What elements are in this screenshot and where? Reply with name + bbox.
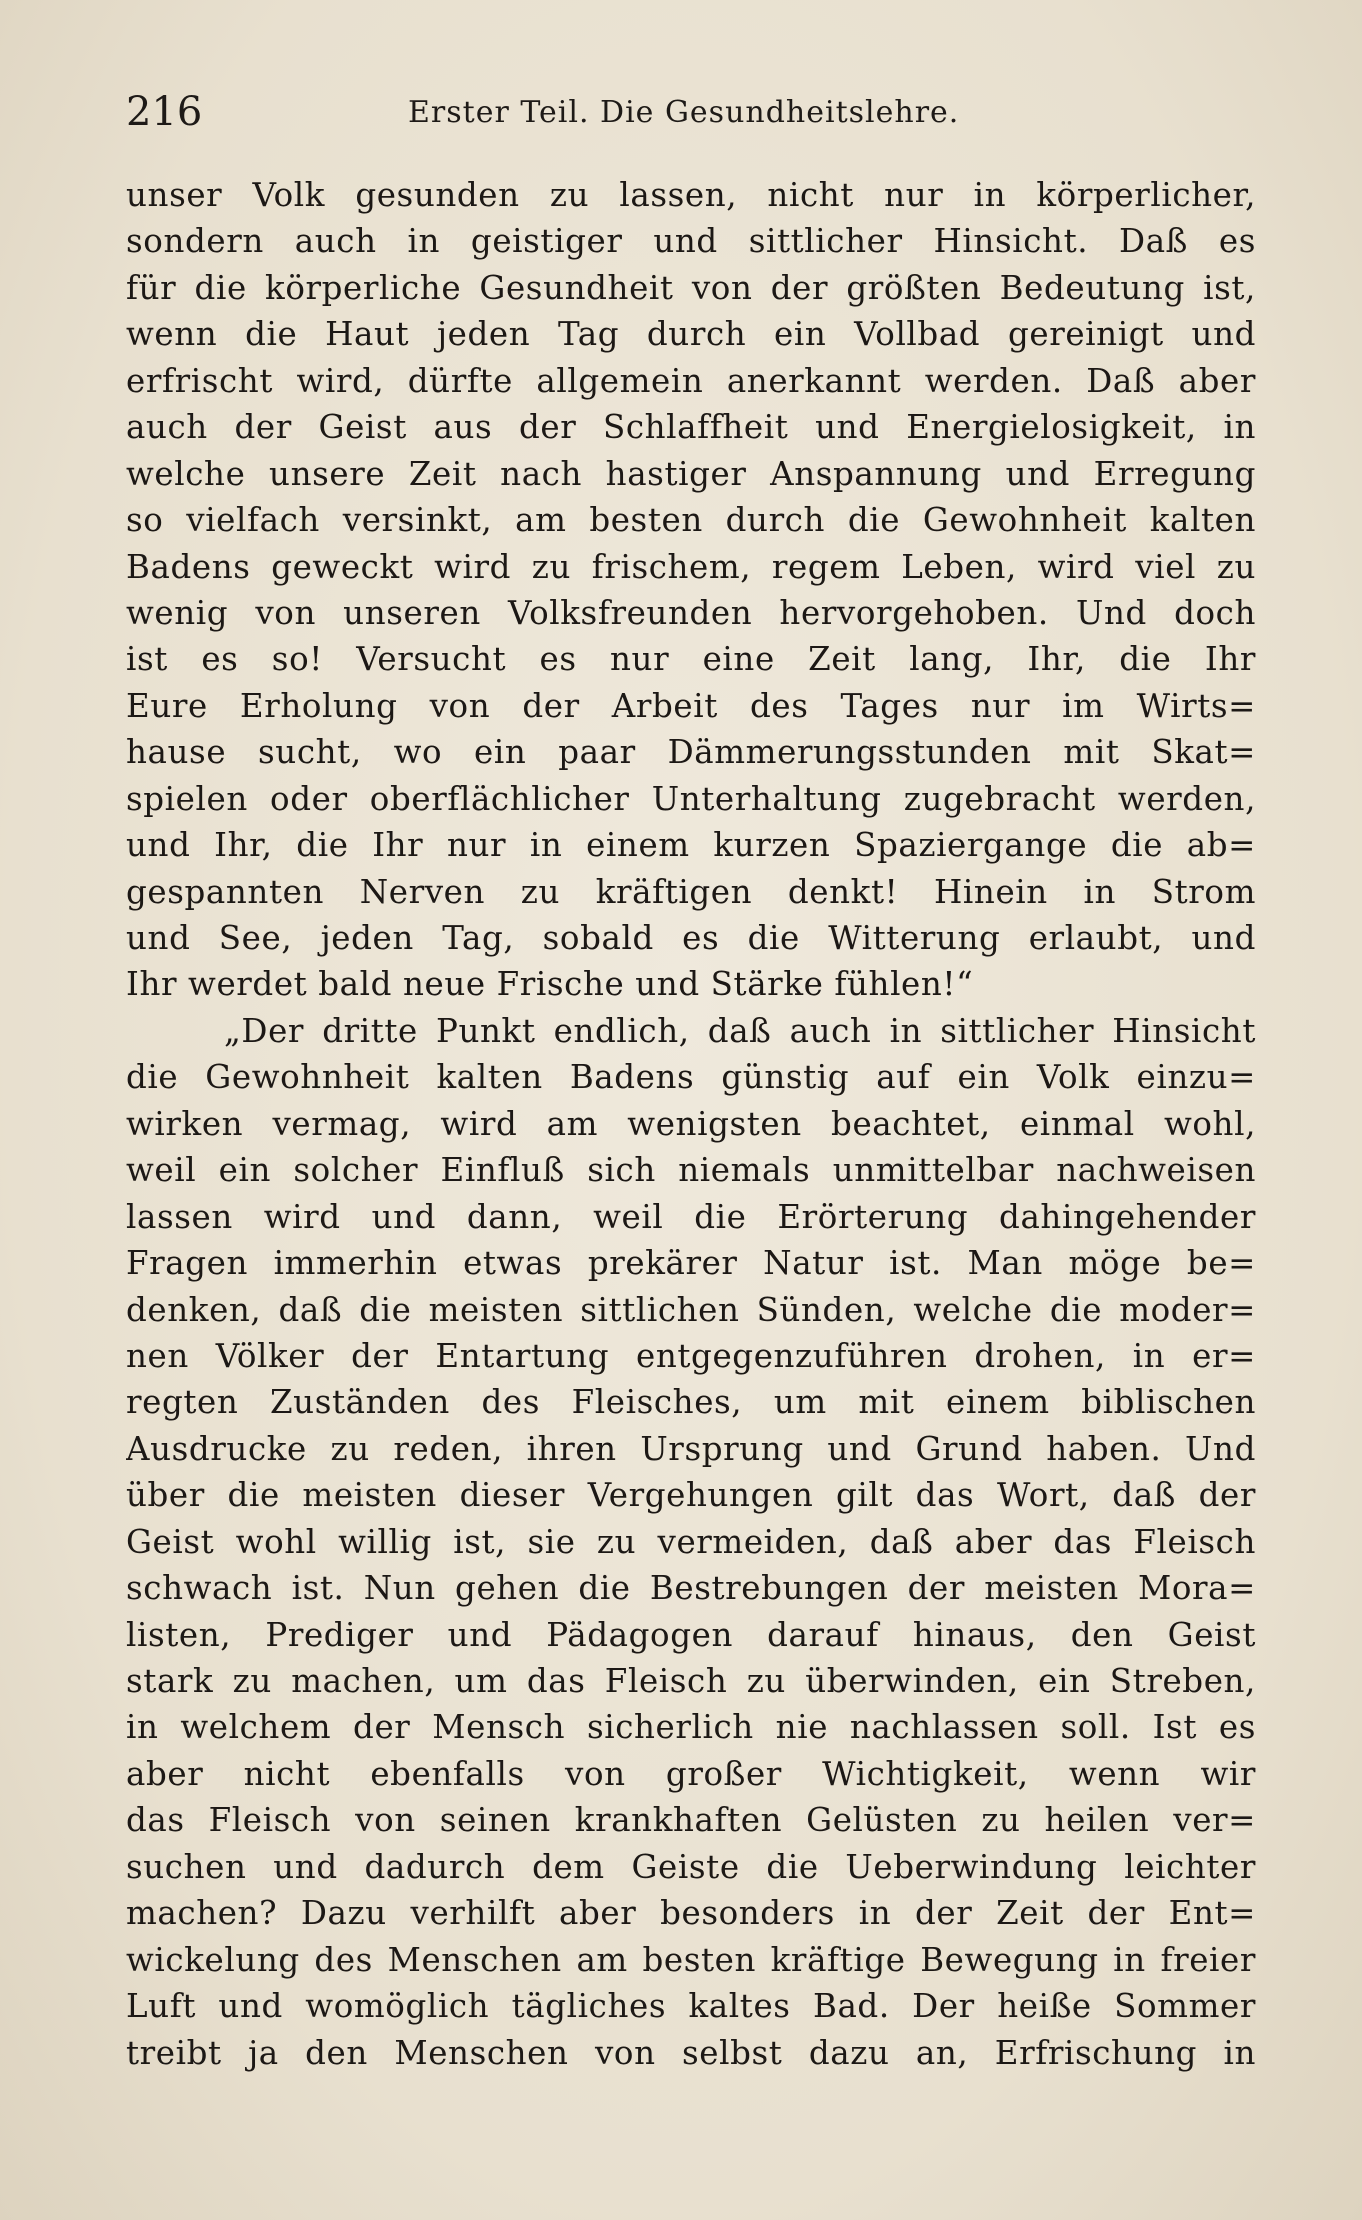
- text-line: so vielfach versinkt, am besten durch die Gewohnheit kalten: [126, 501, 1256, 540]
- text-line: spielen oder oberflächlicher Unterhaltung zugebracht werden,: [126, 779, 1256, 818]
- text-line: treibt ja den Menschen von selbst dazu an, Erfrischung in: [126, 2033, 1256, 2072]
- text-line: und See, jeden Tag, sobald es die Witterung erlaubt, und: [126, 919, 1256, 957]
- text-line: weil ein solcher Einfluß sich niemals unmittelbar nachweisen: [126, 1151, 1256, 1190]
- text-line: auch der Geist aus der Schlaffheit und Energielosigkeit, in: [126, 408, 1256, 447]
- text-line: suchen und dadurch dem Geiste die Ueberwindung leichter: [126, 1847, 1256, 1886]
- text-line: nen Völker der Entartung entgegenzuführen drohen, in er=: [126, 1336, 1256, 1375]
- text-line: die Gewohnheit kalten Badens günstig auf ein Volk einzu=: [126, 1058, 1256, 1097]
- text-line: wirken vermag, wird am wenigsten beachtet, einmal wohl,: [126, 1104, 1256, 1143]
- text-line: denken, daß die meisten sittlichen Sünden, welche die moder=: [126, 1290, 1256, 1329]
- text-line: Geist wohl willig ist, sie zu vermeiden, daß aber das Fleisch: [126, 1522, 1256, 1561]
- text-line: erfrischt wird, dürfte allgemein anerkannt werden. Daß aber: [126, 361, 1256, 400]
- text-line: in welchem der Mensch sicherlich nie nachlassen soll. Ist es: [126, 1708, 1256, 1747]
- text-line: Badens geweckt wird zu frischem, regem Leben, wird viel zu: [126, 547, 1256, 586]
- body-text: [126, 172, 1256, 2076]
- text-line: Ihr werdet bald neue Frische und Stärke fühlen!“: [126, 965, 974, 1004]
- text-line: ist es so! Versucht es nur eine Zeit lang, Ihr, die Ihr: [126, 640, 1256, 679]
- text-line: sondern auch in geistiger und sittlicher Hinsicht. Daß es: [126, 222, 1256, 261]
- text-line: listen, Prediger und Pädagogen darauf hinaus, den Geist: [126, 1615, 1256, 1654]
- text-line: „Der dritte Punkt endlich, daß auch in sittlicher Hinsicht: [224, 1011, 1256, 1050]
- text-line: regten Zuständen des Fleisches, um mit einem biblischen: [126, 1383, 1256, 1422]
- text-line: über die meisten dieser Vergehungen gilt das Wort, daß der: [126, 1476, 1256, 1515]
- text-line: lassen wird und dann, weil die Erörterung dahingehender: [126, 1197, 1256, 1236]
- text-line: unser Volk gesunden zu lassen, nicht nur in körperlicher,: [126, 176, 1256, 214]
- text-line: gespannten Nerven zu kräftigen denkt! Hinein in Strom: [126, 872, 1256, 911]
- page-header: [126, 84, 1256, 144]
- text-line: wickelung des Menschen am besten kräftige Bewegung in freier: [126, 1940, 1256, 1979]
- text-line: wenig von unseren Volksfreunden hervorgehoben. Und doch: [126, 593, 1256, 632]
- text-line: und Ihr, die Ihr nur in einem kurzen Spaziergange die ab=: [126, 826, 1256, 865]
- running-head: Erster Teil. Die Gesundheitslehre.: [408, 95, 960, 130]
- text-line: Ausdrucke zu reden, ihren Ursprung und Grund haben. Und: [126, 1429, 1256, 1468]
- text-line: für die körperliche Gesundheit von der größten Bedeutung ist,: [126, 268, 1256, 307]
- text-line: machen? Dazu verhilft aber besonders in der Zeit der Ent=: [126, 1894, 1256, 1933]
- text-line: welche unsere Zeit nach hastiger Anspannung und Erregung: [126, 454, 1256, 493]
- text-line: schwach ist. Nun gehen die Bestrebungen der meisten Mora=: [126, 1569, 1256, 1608]
- page-number: 216: [126, 89, 203, 135]
- text-line: hause sucht, wo ein paar Dämmerungsstunden mit Skat=: [126, 733, 1256, 772]
- text-line: stark zu machen, um das Fleisch zu überwinden, ein Streben,: [126, 1662, 1256, 1700]
- text-line: Eure Erholung von der Arbeit des Tages nur im Wirts=: [126, 686, 1256, 725]
- text-line: Fragen immerhin etwas prekärer Natur ist. Man möge be=: [126, 1244, 1256, 1283]
- text-line: das Fleisch von seinen krankhaften Gelüsten zu heilen ver=: [126, 1801, 1256, 1840]
- text-line: aber nicht ebenfalls von großer Wichtigkeit, wenn wir: [126, 1754, 1256, 1793]
- text-line: wenn die Haut jeden Tag durch ein Vollbad gereinigt und: [126, 315, 1256, 354]
- text-line: Luft und womöglich tägliches kaltes Bad. Der heiße Sommer: [126, 1987, 1256, 2026]
